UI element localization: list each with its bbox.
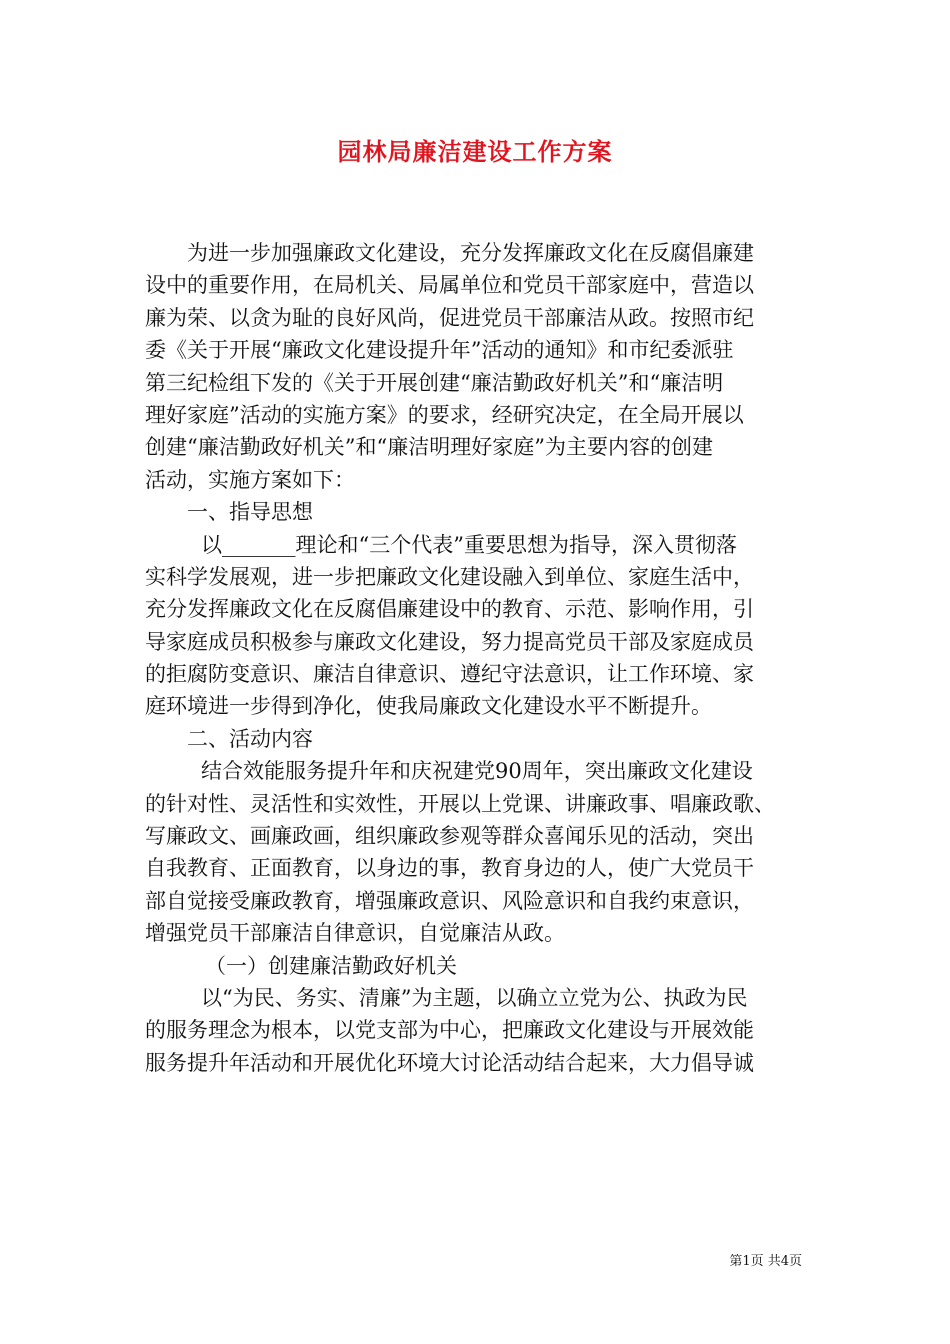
text-line: 设中的重要作用，在局机关、局属单位和党员干部家庭中，营造以 <box>145 273 754 298</box>
page-number: 第1页 共4页 <box>729 1254 802 1269</box>
text-line: 充分发挥廉政文化在反腐倡廉建设中的教育、示范、影响作用，引 <box>145 597 754 622</box>
text-line: 部自觉接受廉政教育，增强廉政意识、风险意识和自我约束意识， <box>145 888 754 913</box>
text-line: 庭环境进一步得到净化，使我局廉政文化建设水平不断提升。 <box>145 694 712 719</box>
text-line: 以_______理论和“三个代表”重要思想为指导，深入贯彻落 <box>201 532 737 557</box>
text-line: 导家庭成员积极参与廉政文化建设，努力提高党员干部及家庭成员 <box>145 629 754 654</box>
text-line: 增强党员干部廉洁自律意识，自觉廉洁从政。 <box>145 921 565 946</box>
text-line: 为进一步加强廉政文化建设，充分发挥廉政文化在反腐倡廉建 <box>187 241 754 265</box>
text-line: 理好家庭”活动的实施方案》的要求，经研究决定，在全局开展以 <box>145 402 744 427</box>
text-line: 的针对性、灵活性和实效性，开展以上党课、讲廉政事、唱廉政歌、 <box>145 791 775 816</box>
text-line: 写廉政文、画廉政画，组织廉政参观等群众喜闻乐见的活动，突出 <box>145 824 754 849</box>
subsection-heading: （一）创建廉洁勤政好机关 <box>205 953 457 978</box>
text-line: 服务提升年活动和开展优化环境大讨论活动结合起来，大力倡导诚 <box>145 1050 754 1075</box>
text-line: 实科学发展观，进一步把廉政文化建设融入到单位、家庭生活中， <box>145 564 754 589</box>
text-line: 的服务理念为根本，以党支部为中心，把廉政文化建设与开展效能 <box>145 1018 754 1043</box>
document-body <box>145 237 815 1079</box>
text-line: 自我教育、正面教育，以身边的事，教育身边的人，使广大党员干 <box>145 856 754 881</box>
section-heading: 二、活动内容 <box>187 726 313 751</box>
document-title: 园林局廉洁建设工作方案 <box>337 137 613 166</box>
text-line: 第三纪检组下发的《关于开展创建“廉洁勤政好机关”和“廉洁明 <box>145 370 724 395</box>
text-line: 廉为荣、以贪为耻的良好风尚，促进党员干部廉洁从政。按照市纪 <box>145 305 754 330</box>
text-line: 委《关于开展“廉政文化建设提升年”活动的通知》和市纪委派驻 <box>145 338 734 363</box>
section-heading: 一、指导思想 <box>187 500 313 525</box>
text-line: 创建“廉洁勤政好机关”和“廉洁明理好家庭”为主要内容的创建 <box>145 435 713 460</box>
text-line: 的拒腐防变意识、廉洁自律意识、遵纪守法意识，让工作环境、家 <box>145 662 754 687</box>
text-line: 结合效能服务提升年和庆祝建党90周年，突出廉政文化建设 <box>201 759 753 784</box>
text-line: 活动，实施方案如下： <box>145 467 355 492</box>
text-line: 以“为民、务实、清廉”为主题，以确立立党为公、执政为民 <box>201 985 748 1010</box>
